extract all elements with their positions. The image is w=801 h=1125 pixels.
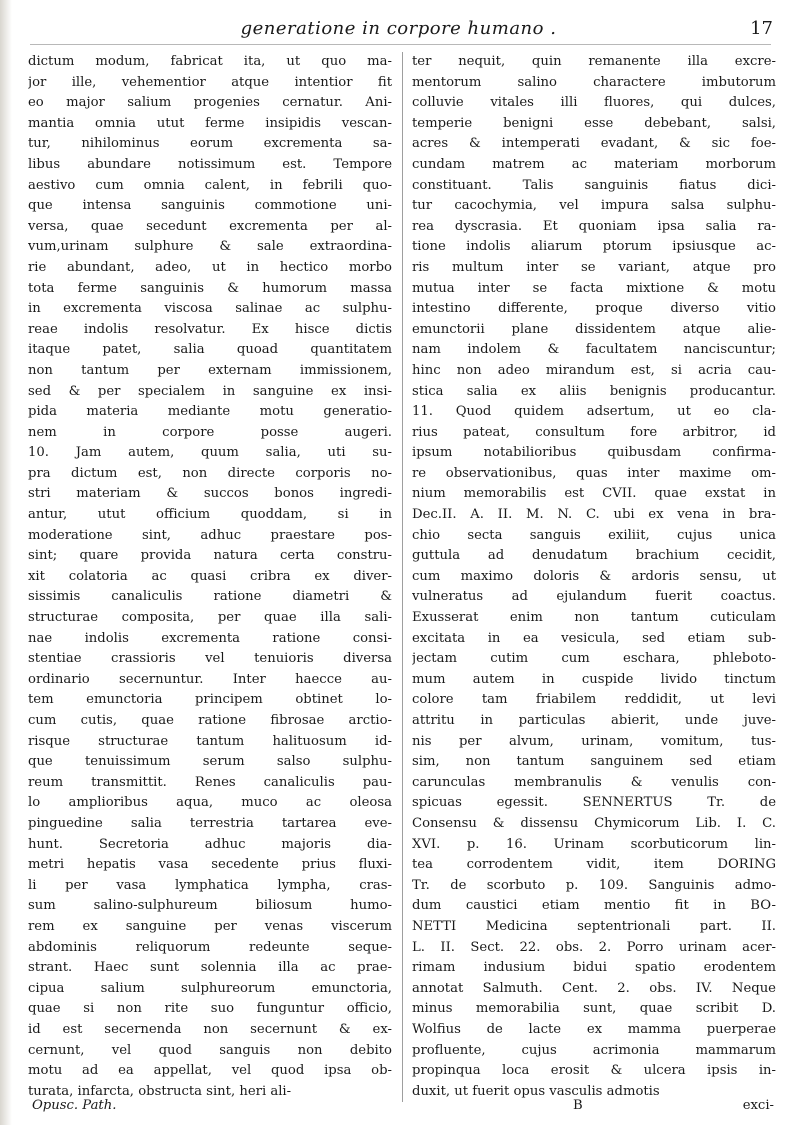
text-line: dum caustici etiam mentio fit in BO- (412, 898, 776, 914)
text-line: guttula ad denudatum brachium cecidit, (412, 548, 776, 564)
text-line: jor ille, vehementior atque intentior fit (28, 74, 392, 90)
header-rule (30, 44, 771, 45)
text-line: abdominis reliquorum redeunte seque- (28, 939, 392, 955)
text-line: nis per alvum, urinam, vomitum, tus- (412, 733, 776, 749)
text-line: moderatione sint, adhuc praestare pos- (28, 527, 392, 543)
text-line: nae indolis excrementa ratione consi- (28, 630, 392, 646)
text-line: mutua inter se facta mixtione & motu (412, 280, 776, 296)
text-line: libus abundare notissimum est. Tempore (28, 156, 392, 172)
text-line: reae indolis resolvatur. Ex hisce dictis (28, 321, 392, 337)
text-line: attritu in particulas abierit, unde juve- (412, 713, 776, 728)
text-line: nium memorabilis est CVII. quae exstat in (412, 486, 776, 502)
text-line: structurae composita, per quae illa sali- (28, 610, 392, 626)
text-line: re observationibus, quas inter maxime om- (412, 465, 776, 481)
text-line: Tr. de scorbuto p. 109. Sanguinis admo- (412, 877, 776, 893)
running-title: generatione in corpore humano . (240, 18, 557, 39)
text-line: versa, quae secedunt excrementa per al- (28, 218, 392, 234)
text-line: mum autem in cuspide livido tinctum (412, 671, 776, 687)
page-footer (28, 1098, 776, 1120)
text-line: li per vasa lymphatica lympha, cras- (28, 877, 392, 893)
text-line: tur, nihilominus eorum excrementa sa- (28, 136, 392, 152)
text-line: in excrementa viscosa salinae ac sulphu- (28, 301, 392, 317)
text-line: lo amplioribus aqua, muco ac oleosa (28, 795, 392, 811)
text-line: stica salia ex aliis benignis producantur. (412, 383, 776, 399)
text-line: ipsum notabilioribus quibusdam confirma- (412, 445, 776, 461)
text-line: pra dictum est, non directe corporis no- (28, 465, 392, 481)
text-line: tione indolis aliarum ptorum ipsiusque ac- (412, 239, 776, 255)
text-line: tem emunctoria principem obtinet lo- (28, 692, 392, 708)
text-line: stri materiam & succos bonos ingredi- (28, 486, 392, 502)
text-line: Dec.II. A. II. M. N. C. ubi ex vena in bra- (412, 507, 776, 523)
text-line: spicuas egessit. SENNERTUS Tr. de (412, 795, 776, 811)
text-line: id est secernenda non secernunt & ex- (28, 1021, 392, 1037)
text-line: colluvie vitales illi fluores, qui dulces, (412, 95, 776, 111)
text-line: excitata in ea vesicula, sed etiam sub- (412, 630, 776, 646)
text-line: cum maximo doloris & ardoris sensu, ut (412, 568, 776, 584)
text-line: sissimis canaliculis ratione diametri & (28, 589, 392, 605)
text-line: mantia omnia utut ferme insipidis vescan- (28, 115, 392, 131)
text-line: pida materia mediante motu generatio- (28, 404, 392, 420)
text-line: eo major salium progenies cernatur. Ani- (28, 95, 392, 111)
text-line: hunt. Secretoria adhuc majoris dia- (28, 836, 392, 852)
text-line: sint; quare provida natura certa constru- (28, 548, 392, 564)
text-line: temperie benigni esse debebant, salsi, (412, 115, 776, 131)
text-line: pinguedine salia terrestria tartarea eve- (28, 815, 392, 831)
text-line: turata, infarcta, obstructa sint, heri ali- (28, 1083, 292, 1099)
text-line: tea corrodentem vidit, item DORING (412, 857, 776, 873)
text-line: Exusserat enim non tantum cuticulam (412, 610, 776, 626)
text-line: aestivo cum omnia calent, in febrili quo- (28, 177, 392, 193)
text-line: tur cacochymia, vel impura salsa sulphu- (412, 198, 776, 214)
text-line: ter nequit, quin remanente illa excre- (412, 54, 776, 69)
text-line: ordinario secernuntur. Inter haecce au- (28, 671, 392, 687)
text-line: XVI. p. 16. Urinam scorbuticorum lin- (412, 836, 776, 852)
text-line: nam indolem & facultatem nanciscuntur; (412, 342, 776, 358)
text-line: rie abundant, adeo, ut in hectico morbo (28, 259, 392, 275)
text-line: que tenuissimum serum salso sulphu- (28, 754, 392, 770)
text-line: propinqua loca erosit & ulcera ipsis in- (412, 1063, 776, 1079)
text-line: annotat Salmuth. Cent. 2. obs. IV. Neque (412, 980, 776, 996)
text-line: que intensa sanguinis commotione uni- (28, 198, 392, 214)
left-column (28, 52, 392, 1102)
text-line: Wolfius de lacte ex mamma puerperae (412, 1021, 776, 1037)
right-column (412, 52, 776, 1102)
text-line: 10. Jam autem, quum salia, uti su- (28, 445, 392, 461)
text-line: cundam matrem ac materiam morborum (412, 156, 776, 172)
text-line: emunctorii plane dissidentem atque alie- (412, 321, 776, 337)
text-line: strant. Haec sunt solennia illa ac prae- (28, 960, 392, 976)
text-line: sed & per specialem in sanguine ex insi- (28, 383, 392, 399)
text-line: 11. Quod quidem adsertum, ut eo cla- (412, 404, 776, 420)
text-line: sim, non tantum sanguinem sed etiam (412, 754, 776, 770)
text-line: cipua salium sulphureorum emunctoria, (28, 980, 392, 996)
text-line: xit colatoria ac quasi cribra ex diver- (28, 568, 392, 584)
text-line: minus memorabilia sunt, quae scribit D. (412, 1001, 776, 1017)
catchword-left: Opusc. Path. (32, 1098, 117, 1113)
text-line: metri hepatis vasa secedente prius fluxi- (28, 857, 392, 873)
page-gutter-shadow (0, 0, 12, 1125)
text-line: vum,urinam sulphure & sale extraordina- (28, 239, 392, 255)
text-line: colore tam friabilem reddidit, ut levi (412, 692, 776, 708)
text-line: hinc non adeo mirandum est, si acria cau- (412, 362, 776, 378)
column-divider (402, 52, 403, 1102)
text-line: non tantum per externam immissionem, (28, 362, 392, 378)
text-line: rem ex sanguine per venas viscerum (28, 918, 392, 934)
text-line: profluente, cujus acrimonia mammarum (412, 1042, 776, 1058)
text-columns (28, 52, 776, 1102)
text-line: nem in corpore posse augeri. (28, 424, 392, 440)
catchword-right: exci- (742, 1098, 774, 1113)
text-line: cernunt, vel quod sanguis non debito (28, 1042, 392, 1058)
text-line: antur, utut officium quoddam, si in (28, 507, 392, 523)
text-line: itaque patet, salia quoad quantitatem (28, 342, 392, 358)
text-line: vulneratus ad ejulandum fuerit coactus. (412, 589, 776, 605)
text-line: ris multum inter se variant, atque pro (412, 259, 776, 275)
text-line: L. II. Sect. 22. obs. 2. Porro urinam acer- (412, 939, 776, 955)
text-line: NETTI Medicina septentrionali part. II. (412, 918, 776, 934)
text-line: Consensu & dissensu Chymicorum Lib. I. C. (412, 815, 776, 831)
text-line: mentorum salino charactere imbutorum (412, 74, 776, 90)
signature-mark: B (573, 1098, 583, 1113)
text-line: carunculas membranulis & venulis con- (412, 774, 776, 790)
text-line: dictum modum, fabricat ita, ut quo ma- (28, 54, 392, 69)
text-line: jectam cutim cum eschara, phleboto- (412, 651, 776, 667)
text-line: sum salino-sulphureum biliosum humo- (28, 898, 392, 914)
text-line: acres & intemperati evadant, & sic foe- (412, 136, 776, 152)
text-line: rimam indusium bidui spatio erodentem (412, 960, 776, 976)
text-line: duxit, ut fuerit opus vasculis admotis (412, 1083, 660, 1099)
text-line: rea dyscrasia. Et quoniam ipsa salia ra- (412, 218, 776, 234)
text-line: cum cutis, quae ratione fibrosae arctio- (28, 713, 392, 728)
text-line: constituant. Talis sanguinis fiatus dici- (412, 177, 776, 193)
text-line: tota ferme sanguinis & humorum massa (28, 280, 392, 296)
text-line: motu ad ea appellat, vel quod ipsa ob- (28, 1063, 392, 1079)
text-line: risque structurae tantum halituosum id- (28, 733, 392, 749)
text-line: stentiae crassioris vel tenuioris diversa (28, 651, 392, 667)
text-line: quae si non rite suo funguntur officio, (28, 1001, 392, 1017)
text-line: reum transmittit. Renes canaliculis pau- (28, 774, 392, 790)
text-line: intestino differente, proque diverso vitio (412, 301, 776, 317)
text-line: rius pateat, consultum fore arbitror, id (412, 424, 776, 440)
text-line: chio secta sanguis exiliit, cujus unica (412, 527, 776, 543)
page-number: 17 (750, 18, 773, 39)
